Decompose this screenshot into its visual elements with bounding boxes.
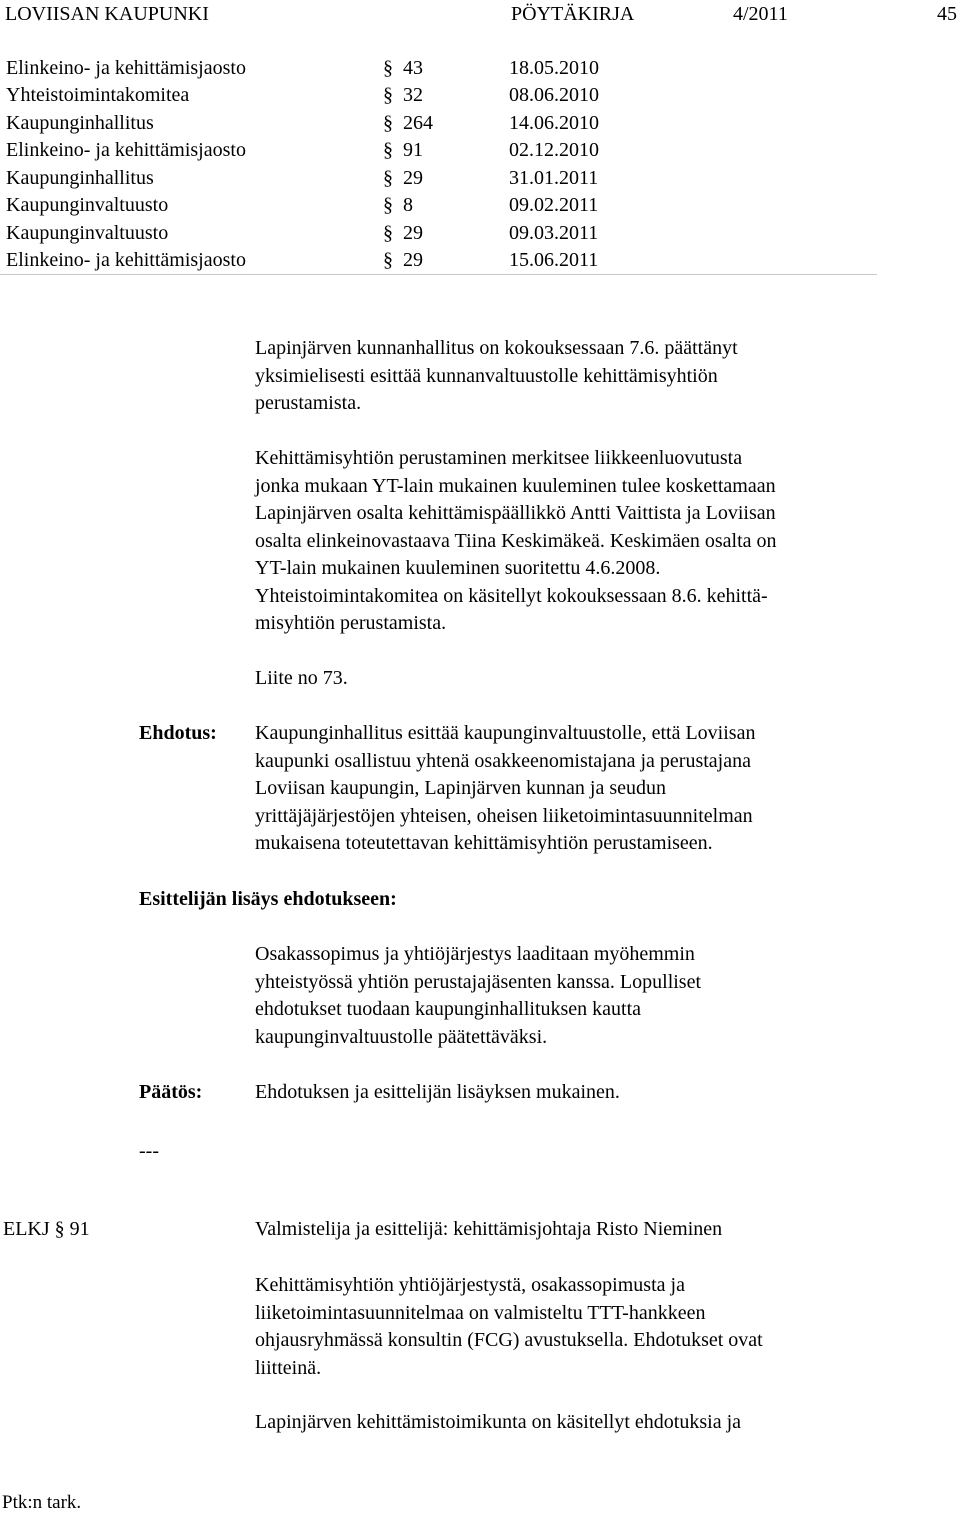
decision-label: Päätös: [139,1081,203,1103]
section-sign: § [383,139,393,161]
history-section-number: 8 [403,194,413,216]
history-body: Kaupunginvaltuusto [6,194,169,216]
history-row [0,165,880,192]
section-sign: § [383,194,393,216]
history-body: Kaupunginvaltuusto [6,222,169,244]
history-date: 15.06.2011 [509,249,599,271]
history-section-number: 264 [403,112,433,134]
text-line: Lapinjärven osalta kehittämispäällikkö Antti Vaittista ja Loviisan [255,502,776,524]
text-line: kaupunginvaltuustolle päätettäväksi. [255,1025,548,1048]
history-body: Kaupunginhallitus [6,112,154,134]
history-row [0,55,880,82]
history-row [0,137,880,164]
text-line: liitteinä. [255,1356,322,1379]
page-number: 45 [937,3,957,25]
text-line: Osakassopimus ja yhtiöjärjestys laaditaan myöhemmin [255,943,695,965]
text-line: mukaisena toteutettavan kehittämisyhtiön perustamiseen. [255,832,713,854]
history-date: 08.06.2010 [509,84,599,106]
history-body: Elinkeino- ja kehittämisjaosto [6,57,246,79]
history-row [0,247,880,274]
section-sign: § [383,112,393,134]
text-line: perustamista. [255,392,362,414]
paragraph-preparation [255,1272,895,1382]
history-row [0,110,880,137]
text-line: YT-lain mukainen kuuleminen suoritettu 4.6.2008. [255,557,661,579]
history-body: Elinkeino- ja kehittämisjaosto [6,249,246,271]
section-sign: § [383,167,393,189]
paragraph-preparer [255,1216,895,1244]
history-body: Yhteistoimintakomitea [6,84,190,106]
text-line: Valmistelija ja esittelijä: kehittämisjohtaja Risto Nieminen [255,1218,723,1240]
history-date: 09.03.2011 [509,222,599,244]
proposal-label: Ehdotus: [139,722,217,744]
text-line: Kaupunginhallitus esittää kaupunginvaltuustolle, että Loviisan [255,722,756,744]
text-line: Liite no 73. [255,667,348,689]
paragraph-transfer-of-business [255,445,895,638]
section-sign: § [383,249,393,271]
text-line: Loviisan kaupungin, Lapinjärven kunnan ja seudun [255,777,667,799]
paragraph-presenter-addition [255,941,895,1051]
history-body: Elinkeino- ja kehittämisjaosto [6,139,246,161]
history-divider [0,274,877,275]
section-sign: § [383,57,393,79]
history-date: 02.12.2010 [509,139,599,161]
text-line: liiketoimintasuunnitelmaa on valmisteltu TTT-hankkeen [255,1301,706,1324]
text-line: yrittäjäjärjestöjen yhteisen, oheisen liiketoimintasuunnitelman [255,804,753,827]
minutes-checker-initials-label: Ptk:n tark. [2,1492,82,1513]
organization-name: LOVIISAN KAUPUNKI [5,3,209,25]
text-line: Kehittämisyhtiön yhtiöjärjestystä, osakassopimusta ja [255,1274,685,1296]
document-issue: 4/2011 [733,3,788,25]
text-line: ohjausryhmässä konsultin (FCG) avustuksella. Ehdotukset ovat [255,1329,763,1351]
paragraph-proposal [255,720,895,858]
text-line: jonka mukaan YT-lain mukainen kuuleminen tulee koskettamaan [255,474,776,497]
history-date: 31.01.2011 [509,167,599,189]
history-section-number: 43 [403,57,423,79]
section-sign: § [383,222,393,244]
paragraph-decision [255,1079,895,1107]
text-line: osalta elinkeinovastaava Tiina Keskimäkeä. Keskimäen osalta on [255,529,777,552]
text-line: Lapinjärven kehittämistoimikunta on käsitellyt ehdotuksia ja [255,1411,742,1433]
history-row [0,82,880,109]
text-line: misyhtiön perustamista. [255,612,447,634]
text-line: Yhteistoimintakomitea on käsitellyt kokouksessaan 8.6. kehittä- [255,584,768,607]
history-row [0,192,880,219]
history-section-number: 91 [403,139,423,161]
attachment-reference [255,665,895,693]
document-type: PÖYTÄKIRJA [511,3,635,25]
text-line: kaupunki osallistuu yhtenä osakkeenomistajana ja perustajana [255,749,751,772]
presenter-addition-label: Esittelijän lisäys ehdotukseen: [139,888,397,910]
text-line: yksimielisesti esittää kunnanvaltuustolle kehittämisyhtiön [255,364,718,387]
text-line: Kehittämisyhtiön perustaminen merkitsee liikkeenluovutusta [255,447,743,469]
text-line: Ehdotuksen ja esittelijän lisäyksen mukainen. [255,1081,620,1103]
history-section-number: 29 [403,222,423,244]
paragraph-development-committee [255,1409,895,1437]
history-section-number: 29 [403,249,423,271]
history-date: 18.05.2010 [509,57,599,79]
history-section-number: 32 [403,84,423,106]
history-date: 14.06.2010 [509,112,599,134]
text-line: yhteistyössä yhtiön perustajajäsenten kanssa. Lopulliset [255,970,702,993]
history-section-number: 29 [403,167,423,189]
text-line: ehdotukset tuodaan kaupunginhallituksen kautta [255,998,642,1020]
history-body: Kaupunginhallitus [6,167,154,189]
history-date: 09.02.2011 [509,194,599,216]
section-sign: § [383,84,393,106]
section-separator: --- [139,1140,159,1162]
history-row [0,220,880,247]
text-line: Lapinjärven kunnanhallitus on kokouksessaan 7.6. päättänyt [255,337,738,359]
processing-history-table [0,55,880,275]
elkj-section-heading: ELKJ § 91 [3,1218,90,1240]
paragraph-lapinjarvi-decision [255,335,895,418]
